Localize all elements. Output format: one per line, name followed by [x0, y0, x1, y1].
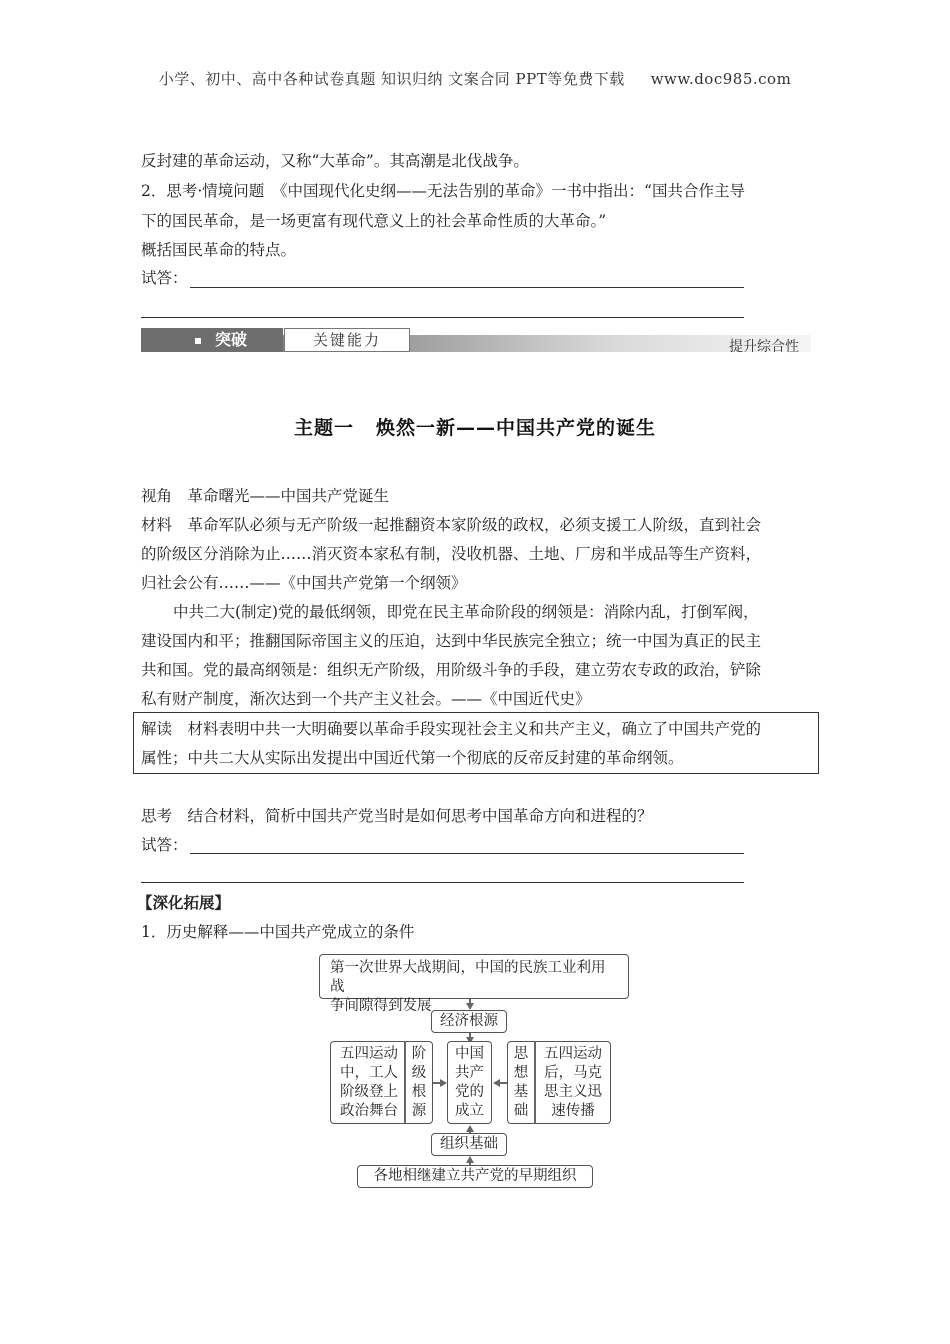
- reading-line-2: 属性；中共二大从实际出发提出中国近代第一个彻底的反帝反封建的革命纲领。: [141, 749, 684, 767]
- reading-text-1: 材料表明中共一大明确要以革命手段实现社会主义和共产主义，确立了中国共产党的: [187, 720, 762, 738]
- square-bullet-icon: [195, 338, 201, 344]
- material-p2-line-3: 共和国。党的最高纲领是：组织无产阶级，用阶级斗争的手段，建立劳农专政的政治，铲除: [141, 661, 762, 679]
- think-text: 结合材料，简析中国共产党当时是如何思考中国革命方向和进程的？: [187, 807, 653, 825]
- question-2-line-3: 概括国民革命的特点。: [141, 241, 297, 259]
- intro-line-1: 反封建的革命运动，又称“大革命”。其高潮是北伐战争。: [141, 152, 529, 170]
- think-label: 思考: [141, 807, 173, 825]
- think-line: [141, 806, 811, 826]
- flowchart-left-label-1: 阶: [411, 1046, 427, 1062]
- material-label: 材料: [141, 516, 173, 534]
- question-2-line-2: 下的国民革命，是一场更富有现代意义上的社会革命性质的大革命。”: [141, 212, 607, 230]
- flowchart-right-desc-4: 速传播: [551, 1103, 595, 1119]
- page-header: [0, 68, 950, 89]
- answer-line-2a[interactable]: [190, 853, 744, 854]
- answer-label-2: 试答：: [141, 836, 188, 854]
- question-2-line-1: 2．思考·情境问题 《中国现代化史纲——无法告别的革命》一书中指出：“国共合作主导: [141, 182, 745, 200]
- flowchart-center-2: 共产: [455, 1065, 484, 1081]
- header-text: 小学、初中、高中各种试卷真题 知识归纳 文案合同 PPT等免费下载: [158, 70, 625, 88]
- flowchart-top-box: [319, 954, 629, 1014]
- topic-title-number: 主题一: [293, 417, 354, 439]
- flowchart-top-line-2: 争间隙得到发展: [330, 998, 432, 1014]
- view-label: 视角: [141, 487, 173, 505]
- flowchart-right-desc-1: 五四运动: [544, 1046, 602, 1062]
- flowchart-left-desc: [336, 1045, 402, 1121]
- flowchart-center-3: 党的: [455, 1084, 484, 1100]
- flowchart-right-label-2: 想: [513, 1065, 529, 1081]
- flowchart-right-desc-3: 思主义迅: [544, 1084, 602, 1100]
- section-bar-left-label: 突破: [215, 330, 248, 349]
- answer-line-1b[interactable]: [141, 317, 744, 318]
- arrow-right-icon: [440, 1079, 447, 1087]
- extension-heading-text: 【深化拓展】: [137, 894, 231, 912]
- material-p2-line-2: 建设国内和平；推翻国际帝国主义的压迫，达到中华民族完全独立；统一中国为真正的民主: [141, 632, 762, 650]
- topic-title: [0, 413, 950, 440]
- material-line-2: 的阶级区分消除为止……消灭资本家私有制，没收机器、土地、厂房和半成品等生产资料，: [141, 545, 762, 563]
- flowchart-organization-box: 组织基础: [431, 1133, 507, 1156]
- answer-label-1: 试答：: [141, 269, 188, 287]
- material-line-1: [141, 515, 811, 535]
- reading-line-1: [141, 719, 811, 739]
- section-bar-middle-label: 关键能力: [284, 328, 410, 352]
- flowchart-right-desc: [538, 1045, 608, 1121]
- extension-heading: [137, 893, 807, 913]
- flowchart-center-1: 中国: [455, 1046, 484, 1062]
- flowchart-center-4: 成立: [455, 1103, 484, 1119]
- extension-item-1: 1．历史解释——中国共产党成立的条件: [141, 923, 415, 941]
- flowchart-center-box: [447, 1041, 492, 1124]
- flowchart-left-desc-1: 五四运动: [340, 1046, 398, 1062]
- material-p2-line-4: 私有财产制度，渐次达到一个共产主义社会。——《中国近代史》: [141, 690, 591, 708]
- view-text: 革命曙光——中国共产党诞生: [187, 487, 390, 505]
- section-bar-dark-tab: [141, 328, 283, 352]
- view-line: [141, 486, 811, 506]
- flowchart-right-label-3: 基: [513, 1084, 529, 1100]
- material-text-1: 革命军队必须与无产阶级一起推翻资本家阶级的政权，必须支援工人阶级，直到社会: [187, 516, 762, 534]
- material-line-3: 归社会公有……——《中国共产党第一个纲领》: [141, 574, 467, 592]
- flowchart-left-label: [408, 1045, 430, 1121]
- flowchart-top-line-1: 第一次世界大战期间，中国的民族工业利用战: [330, 960, 606, 995]
- flowchart-left-desc-2: 中，工人: [340, 1065, 398, 1081]
- flowchart-left-divider: [404, 1041, 406, 1124]
- answer-line-1a[interactable]: [190, 287, 744, 288]
- flowchart-left-desc-4: 政治舞台: [340, 1103, 398, 1119]
- flowchart-left-label-3: 根: [411, 1084, 427, 1100]
- arrow-left-icon: [493, 1079, 500, 1087]
- flowchart-bottom-box: 各地相继建立共产党的早期组织: [357, 1165, 593, 1188]
- answer-line-2b[interactable]: [141, 882, 744, 883]
- flowchart-connector-right: [499, 1082, 507, 1084]
- section-bar-right-label: 提升综合性: [729, 339, 799, 355]
- section-bar: [141, 328, 811, 355]
- flowchart-right-desc-2: 后，马克: [544, 1065, 602, 1081]
- header-site[interactable]: www.doc985.com: [650, 70, 792, 88]
- flowchart-right-label-1: 思: [513, 1046, 529, 1062]
- flowchart-right-divider: [534, 1041, 536, 1124]
- flowchart-left-desc-3: 阶级登上: [340, 1084, 398, 1100]
- flowchart-left-label-4: 源: [411, 1103, 427, 1119]
- material-p2-line-1: 中共二大(制定)党的最低纲领，即党在民主革命阶段的纲领是：消除内乱，打倒军阀，: [173, 603, 759, 621]
- flowchart-left-label-2: 级: [411, 1065, 427, 1081]
- topic-title-text: 焕然一新——中国共产党的诞生: [376, 417, 657, 439]
- arrow-down-icon: [466, 1003, 474, 1010]
- flowchart-economic-box: 经济根源: [431, 1010, 507, 1033]
- flowchart-right-label: [510, 1045, 532, 1121]
- flowchart-right-label-4: 础: [513, 1103, 529, 1119]
- reading-label: 解读: [141, 720, 173, 738]
